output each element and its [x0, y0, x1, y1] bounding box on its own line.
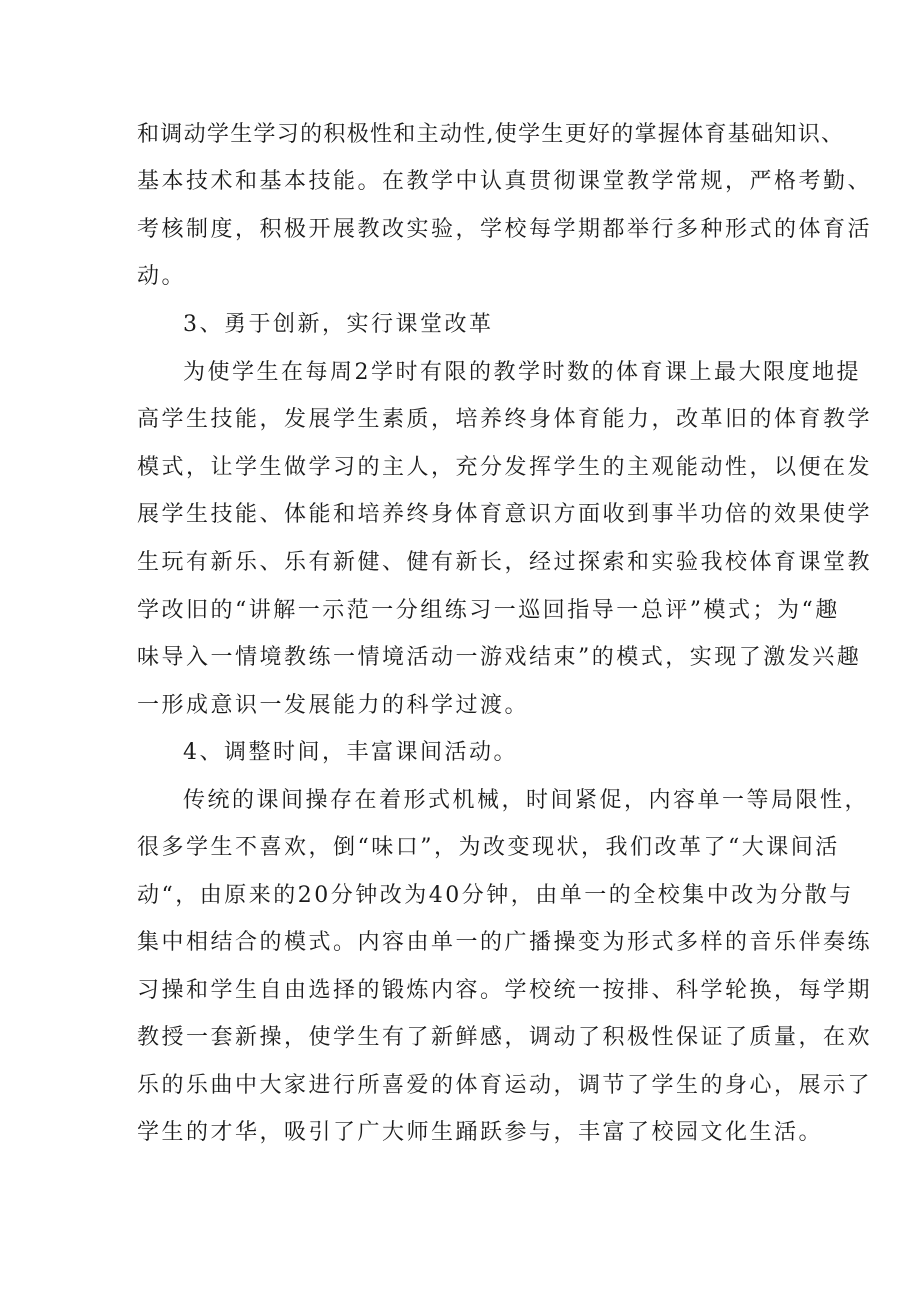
paragraph-1-line-4: 动。: [137, 264, 187, 289]
paragraph-2-line-3: 模式，让学生做学习的主人，充分发挥学生的主观能动性，以便在发: [137, 455, 873, 480]
paragraph-2-line-6: 学改旧的“讲解一示范一分组练习一巡回指导一总评”模式；为“趣: [137, 598, 840, 623]
paragraph-3-line-2: 很多学生不喜欢，倒“味口”，为改变现状，我们改革了“大课间活: [137, 835, 840, 860]
paragraph-3-line-5: 习操和学生自由选择的锻炼内容。学校统一按排、科学轮换，每学期: [137, 978, 873, 1003]
paragraph-2-line-5: 生玩有新乐、乐有新健、健有新长，经过探索和实验我校体育课堂教: [137, 550, 873, 575]
paragraph-3-line-8: 学生的才华，吸引了广大师生踊跃参与，丰富了校园文化生活。: [137, 1120, 824, 1145]
section-heading-3: 3、勇于创新，实行课堂改革: [183, 312, 494, 337]
paragraph-3-line-6: 教授一套新操，使学生有了新鲜感，调动了积极性保证了质量，在欢: [137, 1025, 873, 1050]
paragraph-2-line-1: 为使学生在每周2学时有限的教学时数的体育课上最大限度地提: [183, 360, 861, 385]
paragraph-1-line-1: 和调动学生学习的积极性和主动性,使学生更好的掌握体育基础知识、: [137, 122, 845, 147]
paragraph-2-line-8: 一形成意识一发展能力的科学过渡。: [137, 693, 530, 718]
section-heading-4: 4、调整时间，丰富课间活动。: [183, 740, 518, 765]
paragraph-2-line-7: 味导入一情境教练一情境活动一游戏结束”的模式，实现了激发兴趣: [137, 645, 862, 670]
paragraph-1-line-3: 考核制度，积极开展教改实验，学校每学期都举行多种形式的体育活: [137, 217, 873, 242]
paragraph-2-line-2: 高学生技能，发展学生素质，培养终身体育能力，改革旧的体育教学: [137, 407, 873, 432]
paragraph-3-line-7: 乐的乐曲中大家进行所喜爱的体育运动，调节了学生的身心，展示了: [137, 1073, 873, 1098]
paragraph-3-line-4: 集中相结合的模式。内容由单一的广播操变为形式多样的音乐伴奏练: [137, 930, 873, 955]
paragraph-3-line-3: 动“，由原来的20分钟改为40分钟，由单一的全校集中改为分散与: [137, 883, 854, 908]
paragraph-1-line-2: 基本技术和基本技能。在教学中认真贯彻课堂教学常规，严格考勤、: [137, 169, 873, 194]
paragraph-2-line-4: 展学生技能、体能和培养终身体育意识方面收到事半功倍的效果使学: [137, 502, 873, 527]
paragraph-3-line-1: 传统的课间操存在着形式机械，时间紧促，内容单一等局限性，: [183, 788, 870, 813]
